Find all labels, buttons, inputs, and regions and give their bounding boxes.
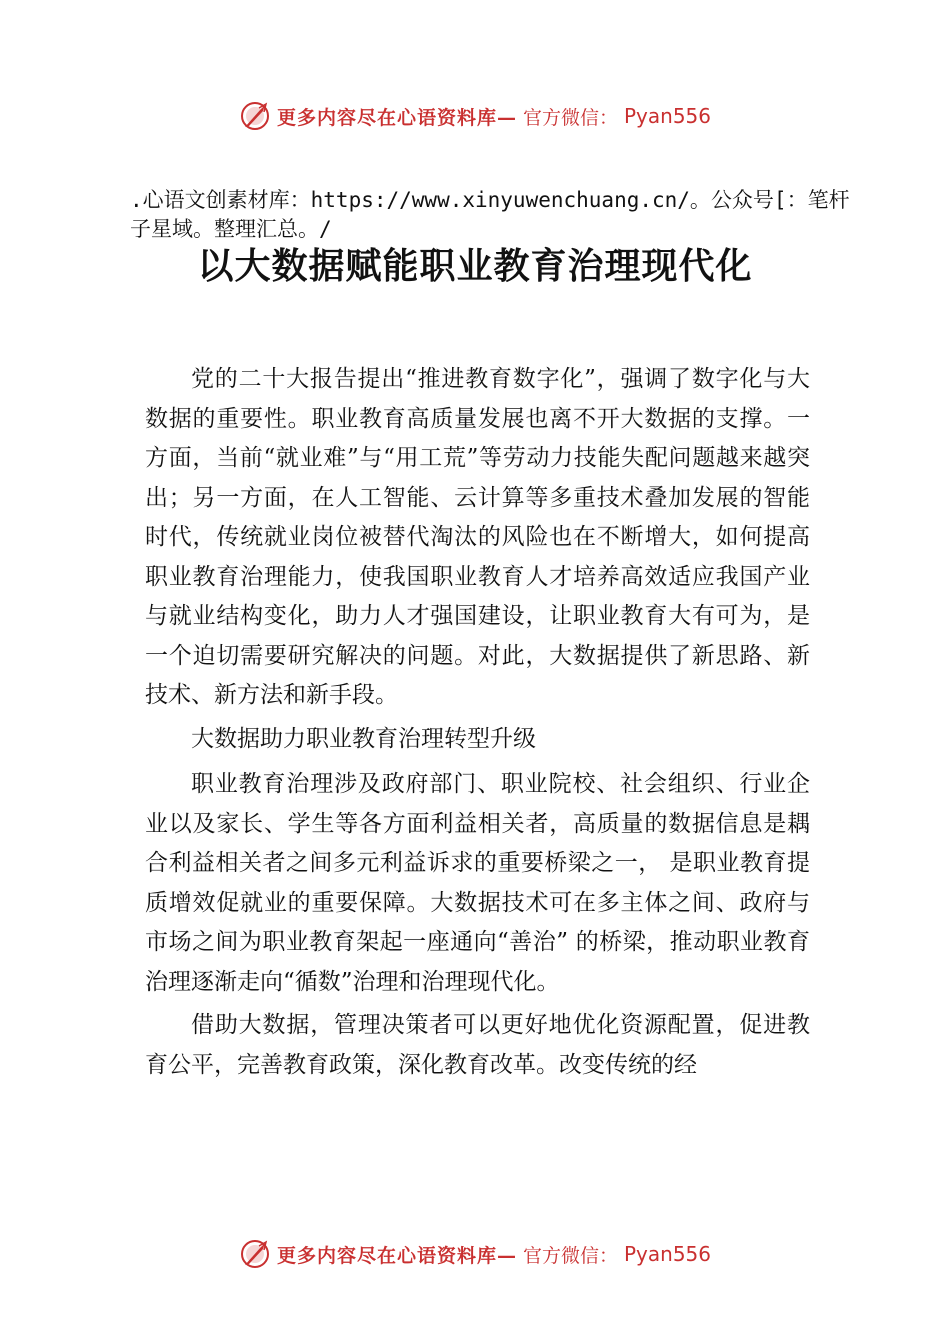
section-heading: 大数据助力职业教育治理转型升级 <box>191 725 536 752</box>
document-body <box>145 360 810 1089</box>
footer-wechat-handle: Pyan556 <box>624 1242 712 1266</box>
header-wechat-label: 官方微信： <box>522 106 618 129</box>
source-line: .心语文创素材库：https://www.xinyuwenchuang.cn/。公众号[：笔杆子星域。整理汇总。/ <box>130 188 850 241</box>
document-title: 以大数据赋能职业教育治理现代化 <box>197 245 753 287</box>
header-banner <box>0 96 950 136</box>
header-banner-text: 更多内容尽在心语资料库— <box>276 106 517 129</box>
paragraph: 职业教育治理涉及政府部门、职业院校、社会组织、行业企业以及家长、学生等各方面利益相关者，高质量的数据信息是耦合利益相关者之间多元利益诉求的重要桥梁之一， 是职业教育提质增效促就业的重要保障。大数据技术可在多主体之间、政府与市场之间为职业教育架起一座通向“善治” 的桥梁，推动职业教育治理逐渐走向“循数”治理和治理现代化。 <box>145 771 810 995</box>
quill-pen-logo-icon <box>239 100 271 132</box>
footer-banner-text: 更多内容尽在心语资料库— <box>276 1244 517 1267</box>
footer-banner <box>0 1234 950 1274</box>
header-wechat-handle: Pyan556 <box>624 104 712 128</box>
footer-wechat-label: 官方微信： <box>522 1244 618 1267</box>
quill-pen-logo-icon <box>239 1238 271 1270</box>
paragraph: 借助大数据，管理决策者可以更好地优化资源配置，促进教育公平，完善教育政策，深化教育改革。改变传统的经 <box>145 1012 810 1078</box>
paragraph: 党的二十大报告提出“推进教育数字化”，强调了数字化与大数据的重要性。职业教育高质量发展也离不开大数据的支撑。一方面，当前“就业难”与“用工荒”等劳动力技能失配问题越来越突出；另一方面，在人工智能、云计算等多重技术叠加发展的智能时代，传统就业岗位被替代淘汰的风险也在不断增大，如何提高职业教育治理能力，使我国职业教育人才培养高效适应我国产业与就业结构变化，助力人才强国建设，让职业教育大有可为，是一个迫切需要研究解决的问题。对此，大数据提供了新思路、新技术、新方法和新手段。 <box>145 366 810 708</box>
